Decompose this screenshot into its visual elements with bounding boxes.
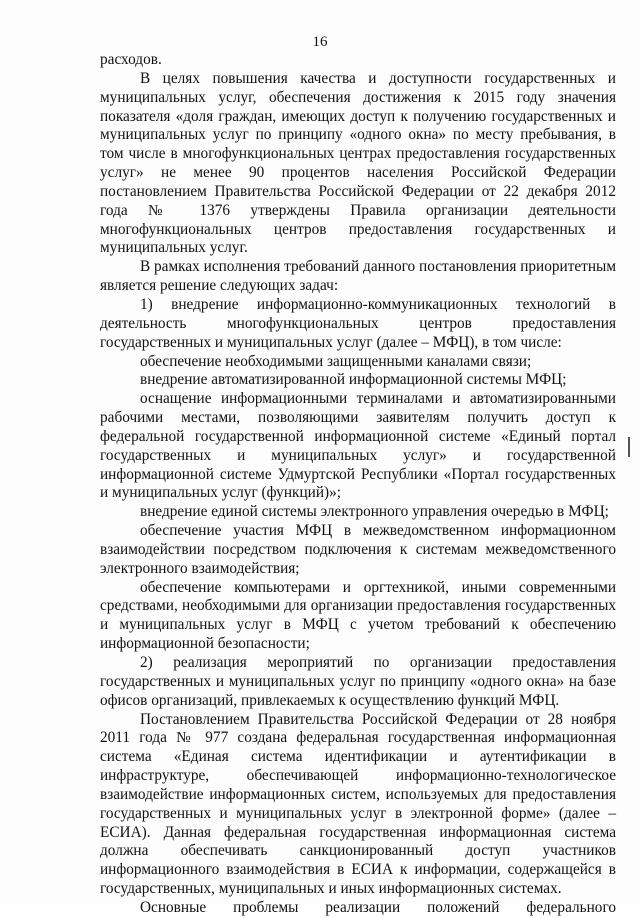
- paragraph: В рамках исполнения требований данного постановления приоритетным является решение следующих задач:: [100, 258, 616, 295]
- list-item: обеспечение компьютерами и оргтехникой, иными современными средствами, необходимыми для организации предоставления государственных и муниципальных услуг в МФЦ с учетом требований к обеспечению информационной безопасности;: [100, 578, 616, 653]
- list-item: обеспечение необходимыми защищенными каналами связи;: [140, 352, 532, 370]
- list-item: 2) реализация мероприятий по организации предоставления государственных и муниципальных услуг по принципу «одного окна» на базе офисов организаций, привлекаемых к осуществлению функций МФЦ.: [100, 654, 616, 709]
- body-text: [100, 51, 616, 918]
- scan-edge-mark: [628, 437, 630, 457]
- paragraph: В целях повышения качества и доступности государственных и муниципальных услуг, обеспечения достижения к 2015 году значения показателя «доля граждан, имеющих доступ к получению государственных и муниципальных услуг по принципу «одного окна» по месту пребывания, в том числе в многофункциональных центрах предоставления государственных услуг» не менее 90 процентов населения Российской Федерации постановлением Правительства Российской Федерации от 22 декабря 2012 года № 1376 утверждены Правила организации деятельности многофункциональных центров предоставления государственных и муниципальных услуг.: [100, 69, 616, 257]
- paragraph: Основные проблемы реализации положений федерального: [140, 898, 616, 916]
- paragraph: расходов.: [100, 51, 162, 68]
- paragraph: Постановлением Правительства Российской Федерации от 28 ноября 2011 года № 977 создана федеральная государственная информационная система «Единая система идентификации и аутентификации в инфраструктуре, обеспечивающей информационно-технологическое взаимодействие информационных систем, используемых для предоставления государственных и муниципальных услуг в электронной форме» (далее – ЕСИА). Данная федеральная государственная информационная система должна обеспечивать санкционированный доступ участников информационного взаимодействия в ЕСИА к информации, содержащейся в государственных, муниципальных и иных информационных системах.: [100, 710, 616, 898]
- list-item: внедрение автоматизированной информационной системы МФЦ;: [140, 371, 567, 389]
- list-item: 1) внедрение информационно-коммуникационных технологий в деятельность многофункциональных центров предоставления государственных и муниципальных услуг (далее – МФЦ), в том числе:: [100, 295, 616, 351]
- list-item: обеспечение участия МФЦ в межведомственном информационном взаимодействии посредством подключения к системам межведомственного электронного взаимодействия;: [100, 522, 616, 577]
- list-item: оснащение информационными терминалами и автоматизированными рабочими местами, позволяющими заявителям получить доступ к федеральной государственной информационной системе «Единый портал государственных и муниципальных услуг» и государственной информационной системе Удмуртской Республики «Портал государственных и муниципальных услуг (функций)»;: [100, 390, 616, 502]
- list-item: внедрение единой системы электронного управления очередью в МФЦ;: [140, 503, 609, 521]
- page-number: 16: [312, 34, 328, 50]
